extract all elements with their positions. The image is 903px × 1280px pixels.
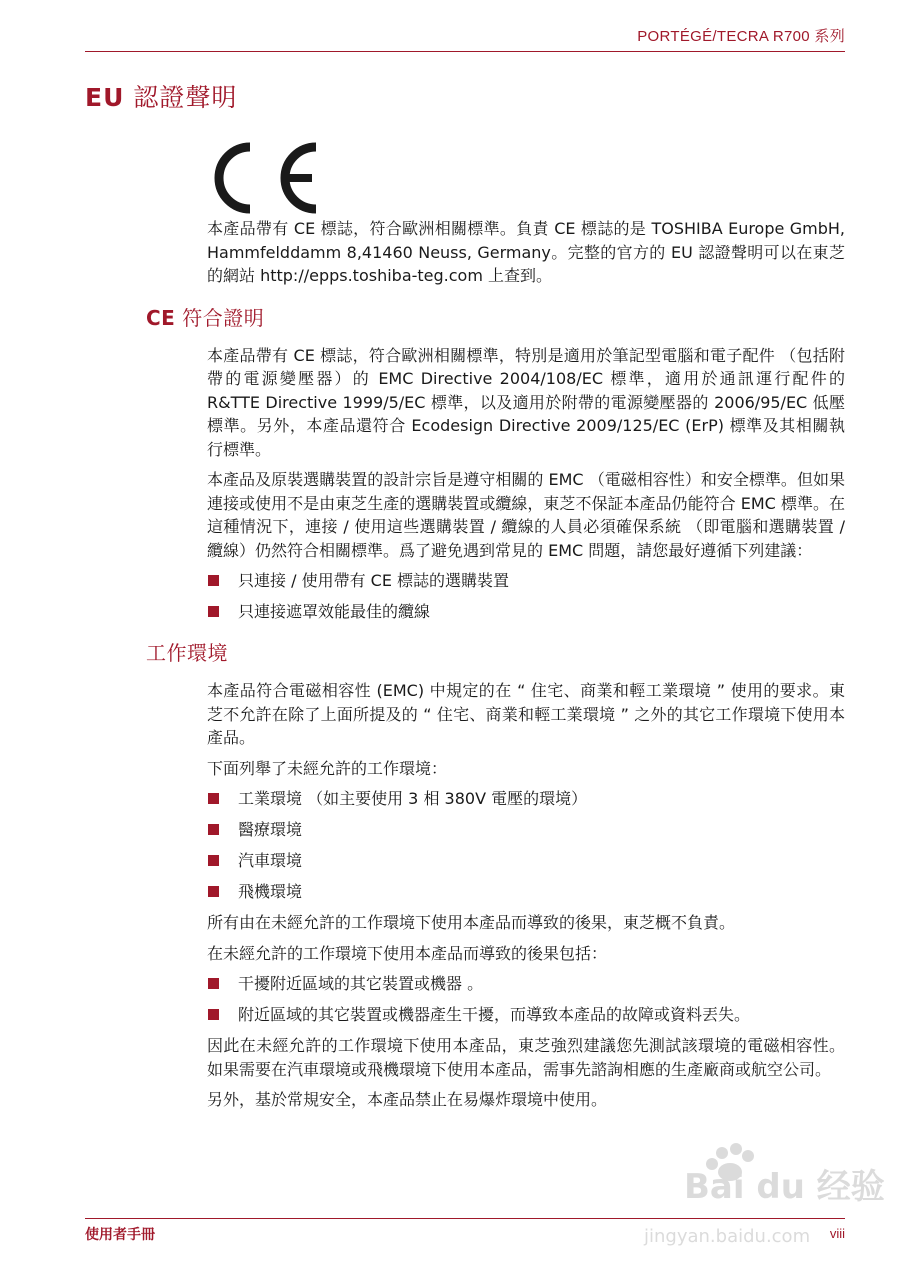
list-item-text: 汽車環境: [238, 851, 303, 870]
ce-heading-prefix: CE: [146, 305, 176, 330]
bullet-square-icon: [208, 1009, 219, 1020]
list-item: [207, 818, 845, 841]
main-content: [146, 217, 845, 1119]
watermark-url: jingyan.baidu.com: [644, 1226, 811, 1247]
footer-manual-title: 使用者手冊: [85, 1227, 155, 1243]
watermark-brand: Bai du 经验: [684, 1167, 885, 1207]
bullet-square-icon: [208, 855, 219, 866]
page-number: viii: [829, 1226, 845, 1241]
work-paragraph-4: 在未經允許的工作環境下使用本產品而導致的後果包括：: [207, 943, 608, 963]
list-item-text: 飛機環境: [238, 882, 303, 901]
list-item: [207, 787, 845, 810]
list-item: [207, 569, 845, 592]
disallowed-environment-list: [207, 787, 845, 903]
list-item-text: 只連接遮罩效能最佳的纜線: [238, 602, 431, 621]
bullet-square-icon: [208, 606, 219, 617]
page-title-text: 認證聲明: [124, 83, 238, 112]
bullet-square-icon: [208, 793, 219, 804]
list-item-text: 醫療環境: [238, 820, 303, 839]
ce-paragraph-2: 本產品及原裝選購裝置的設計宗旨是遵守相關的 EMC （電磁相容性）和安全標準。但如果連接或使用不是由東芝生產的選購裝置或纜線，東芝不保証本產品仍能符合 EMC 標準。在這種情況下，連接 / 使用這些選購裝置 / 纜線的人員必須確保系統 （即電腦和選購裝置 / 纜線）仍然符合相關標準。爲了避免遇到常見的 EMC 問題，請您最好遵循下列建議：: [207, 470, 845, 560]
page-title-prefix: EU: [85, 83, 125, 112]
work-paragraph-2: 下面列舉了未經允許的工作環境：: [207, 758, 448, 778]
list-item: [207, 849, 845, 872]
list-item-text: 只連接 / 使用帶有 CE 標誌的選購裝置: [238, 571, 510, 590]
intro-paragraph: 本產品帶有 CE 標誌，符合歐洲相關標準。負責 CE 標誌的是 TOSHIBA Europe GmbH, Hammfelddamm 8,41460 Neuss, Germany。完整的官方的 EU 認證聲明可以在東芝的網站 http://epps.toshiba-teg.com 上查到。: [207, 219, 845, 285]
bullet-square-icon: [208, 575, 219, 586]
list-item-text: 干擾附近區域的其它裝置或機器 。: [238, 974, 484, 993]
work-environment-heading: 工作環境: [146, 641, 228, 665]
list-item: [207, 880, 845, 903]
bullet-square-icon: [208, 886, 219, 897]
consequence-list: [207, 972, 845, 1026]
ce-mark-logo: [206, 140, 318, 216]
ce-recommendation-list: [207, 569, 845, 623]
ce-compliance-heading: [146, 304, 845, 332]
page-title: [85, 78, 237, 114]
work-paragraph-5: 因此在未經允許的工作環境下使用本產品，東芝強烈建議您先測試該環境的電磁相容性。如果需要在汽車環境或飛機環境下使用本產品，需事先諮詢相應的生產廠商或航空公司。: [207, 1036, 845, 1079]
baidu-watermark-logo: [640, 1140, 885, 1250]
header-rule: [85, 51, 845, 52]
ce-heading-text: 符合證明: [175, 305, 265, 330]
bullet-square-icon: [208, 824, 219, 835]
list-item: [207, 1003, 845, 1026]
list-item-text: 工業環境 （如主要使用 3 相 380V 電壓的環境）: [238, 789, 588, 808]
running-header: PORTÉGÉ/TECRA R700 系列: [637, 28, 845, 45]
list-item: [207, 972, 845, 995]
footer-rule: [85, 1218, 845, 1219]
ce-paragraph-1: 本產品帶有 CE 標誌，符合歐洲相關標準，特別是適用於筆記型電腦和電子配件 （包括附帶的電源變壓器）的 EMC Directive 2004/108/EC 標準，適用於通訊運行配件的 R&TTE Directive 1999/5/EC 標準，以及適用於附帶的電源變壓器的 2006/95/EC 低壓標準。另外，本產品還符合 Ecodesign Directive 2009/125/EC (ErP) 標準及其相關執行標準。: [207, 345, 845, 459]
bullet-square-icon: [208, 978, 219, 989]
list-item: [207, 600, 845, 623]
work-paragraph-6: 另外，基於常規安全，本產品禁止在易爆炸環境中使用。: [207, 1090, 608, 1109]
work-paragraph-1: 本產品符合電磁相容性 (EMC) 中規定的在 “ 住宅、商業和輕工業環境 ” 使用的要求。東芝不允許在除了上面所提及的 “ 住宅、商業和輕工業環境 ” 之外的其它工作環境下使用本產品。: [207, 681, 845, 747]
list-item-text: 附近區域的其它裝置或機器產生干擾，而導致本產品的故障或資料丟失。: [238, 1005, 751, 1024]
work-paragraph-3: 所有由在未經允許的工作環境下使用本產品而導致的後果，東芝概不負責。: [207, 913, 736, 932]
